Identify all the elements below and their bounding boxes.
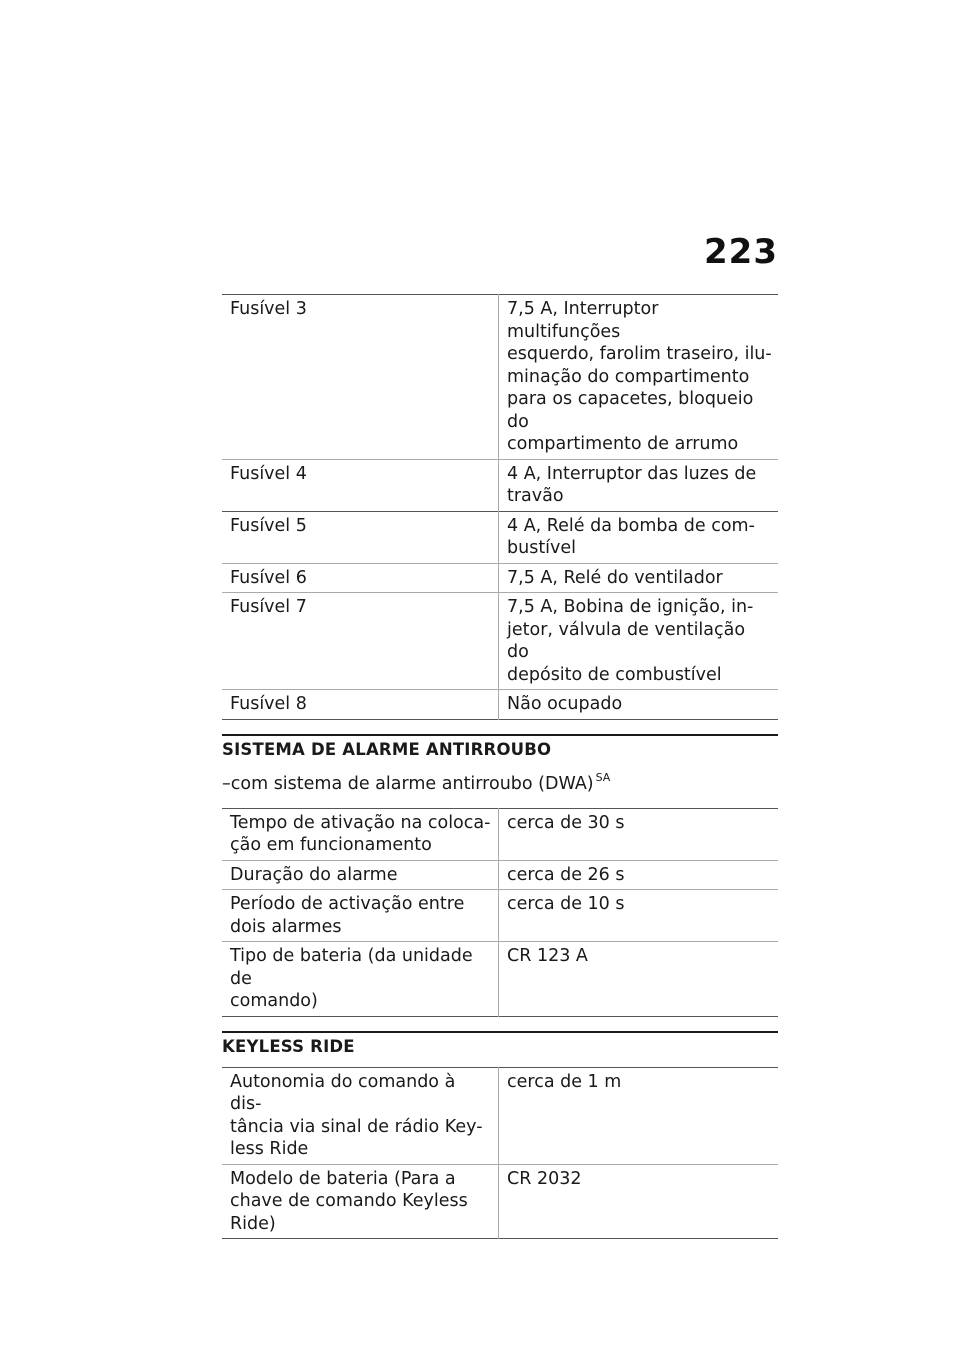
spec-value: CR 123 A [507, 946, 588, 966]
section-title-alarm: SISTEMA DE ALARME ANTIRROUBO [222, 734, 778, 762]
value-line: minação do compartimento [507, 366, 750, 387]
fuse-value [499, 563, 779, 593]
table-row [222, 459, 778, 511]
table-row [222, 295, 778, 460]
table-row [222, 1164, 778, 1239]
spec-label [222, 860, 499, 890]
page-number: 223 [704, 232, 778, 272]
table-row [222, 690, 778, 720]
fuse-value [499, 295, 779, 460]
label-line: ção em funcionamento [230, 835, 432, 855]
table-row [222, 563, 778, 593]
value-line: travão [507, 486, 564, 506]
label-line: tância via sinal de rádio Key- [230, 1116, 483, 1137]
table-row [222, 593, 778, 690]
fuse-label: Fusível 4 [222, 459, 499, 511]
label-line: less Ride [230, 1139, 309, 1159]
fuse-value [499, 511, 779, 563]
spacer [222, 720, 778, 734]
value-line: 4 A, Relé da bomba de com- [507, 515, 755, 536]
spacer [222, 1017, 778, 1031]
fuse-value [499, 690, 779, 720]
spec-label [222, 1164, 499, 1239]
table-row [222, 942, 778, 1017]
label-line: Tipo de bateria (da unidade de [230, 946, 473, 989]
spec-value: CR 2032 [507, 1168, 582, 1189]
fuse-value [499, 459, 779, 511]
keyless-table [222, 1067, 778, 1240]
label-line: Ride) [230, 1213, 276, 1234]
value-line: bustível [507, 538, 577, 558]
fuse-label: Fusível 7 [222, 593, 499, 690]
value-line: para os capacetes, bloqueio do [507, 389, 754, 432]
fuse-value [499, 593, 779, 690]
spec-label [222, 890, 499, 942]
spec-label [222, 808, 499, 860]
value-line: 7,5 A, Bobina de ignição, in- [507, 597, 754, 617]
label-line: Modelo de bateria (Para a [230, 1168, 456, 1189]
option-sup: SA [595, 770, 611, 784]
table-row [222, 860, 778, 890]
label-line: dois alarmes [230, 916, 342, 937]
spec-value: cerca de 26 s [507, 864, 625, 885]
table-row [222, 1067, 778, 1164]
table-row [222, 808, 778, 860]
option-note-text: –com sistema de alarme antirroubo (DWA) [222, 773, 594, 794]
spacer [222, 796, 778, 808]
value-line: Não ocupado [507, 694, 623, 714]
value-line: depósito de combustível [507, 664, 722, 685]
label-line: Período de activação entre [230, 894, 465, 914]
fuse-table [222, 294, 778, 720]
fuse-label: Fusível 5 [222, 511, 499, 563]
spec-value: cerca de 30 s [507, 812, 625, 833]
label-line: Autonomia do comando à dis- [230, 1071, 456, 1114]
spec-value: cerca de 1 m [507, 1071, 622, 1092]
alarm-table [222, 808, 778, 1017]
value-line: compartimento de arrumo [507, 434, 739, 454]
value-line: jetor, válvula de ventilação do [507, 619, 746, 662]
value-line: 7,5 A, Relé do ventilador [507, 567, 723, 588]
spec-value: cerca de 10 s [507, 894, 625, 914]
value-line: 4 A, Interruptor das luzes de [507, 463, 757, 484]
label-line: comando) [230, 991, 318, 1011]
fuse-label: Fusível 3 [222, 295, 499, 460]
spec-label [222, 942, 499, 1017]
table-row [222, 890, 778, 942]
label-line: Duração do alarme [230, 864, 398, 885]
option-note [222, 766, 778, 796]
label-line: Tempo de ativação na coloca- [230, 812, 491, 833]
spec-label [222, 1067, 499, 1164]
fuse-label: Fusível 6 [222, 563, 499, 593]
section-title-keyless: KEYLESS RIDE [222, 1031, 778, 1059]
spacer [222, 1059, 778, 1067]
value-line: 7,5 A, Interruptor multifunções [507, 299, 659, 342]
label-line: chave de comando Keyless [230, 1191, 468, 1211]
table-row [222, 511, 778, 563]
page-content [222, 294, 778, 1239]
value-line: esquerdo, farolim traseiro, ilu- [507, 344, 772, 364]
fuse-label: Fusível 8 [222, 690, 499, 720]
